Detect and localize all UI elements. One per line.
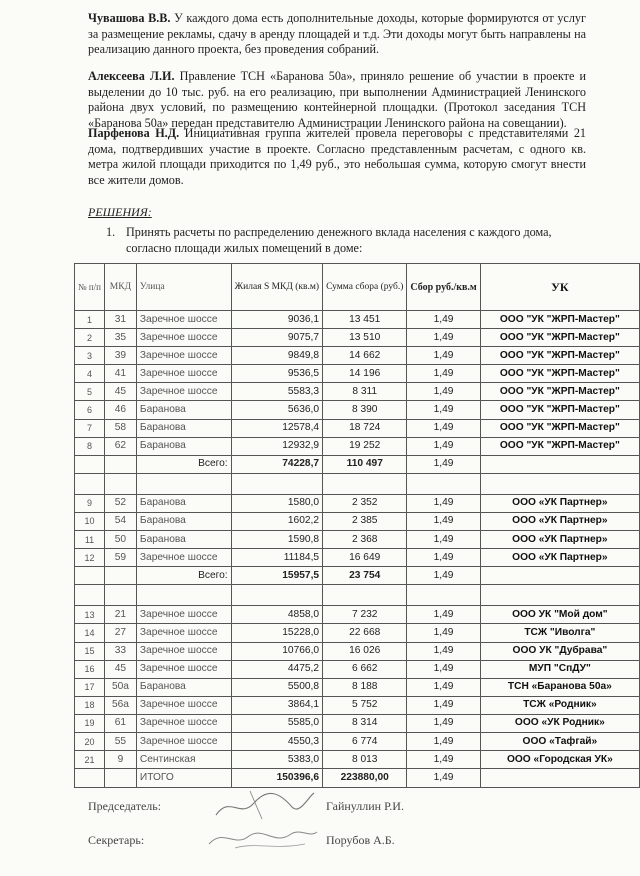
cell-mkd: 45	[104, 660, 136, 678]
cell-rate: 1,49	[407, 751, 480, 769]
total-empty	[75, 567, 105, 585]
total-area: 150396,6	[231, 769, 322, 788]
cell-sum: 16 026	[323, 642, 407, 660]
cell-uk: ООО "УК "ЖРП-Мастер"	[480, 401, 639, 419]
cell-num: 3	[75, 347, 105, 365]
speaker-name: Парфенова Н.Д.	[88, 126, 180, 140]
cell-mkd: 54	[104, 512, 136, 530]
cell-street: Баранова	[136, 678, 231, 696]
cell-rate: 1,49	[407, 419, 480, 437]
cell-uk: ООО «УК Партнер»	[480, 531, 639, 549]
total-rate: 1,49	[407, 455, 480, 473]
table-row	[75, 751, 640, 769]
header-sum: Сумма сбора (руб.)	[323, 264, 407, 311]
spacer-cell	[323, 585, 407, 606]
cell-area: 1590,8	[231, 531, 322, 549]
cell-mkd: 61	[104, 714, 136, 732]
cell-sum: 18 724	[323, 419, 407, 437]
cell-num: 16	[75, 660, 105, 678]
paragraph-text: Инициативная группа жителей провела переговоры с представителями 21 дома, подтвердивших участие в проекте. Согласно представленным расчетам, с одного кв. метра жилой площади приходится по 1,49 руб., это небольшая сумма, которую смогут внести все жители домов.	[88, 126, 587, 187]
header-uk: УК	[480, 264, 639, 311]
cell-rate: 1,49	[407, 365, 480, 383]
cell-uk: ТСЖ "Иволга"	[480, 624, 639, 642]
spacer-cell	[231, 473, 322, 494]
paragraph-alekseeva	[88, 69, 586, 131]
cell-uk: ООО "УК "ЖРП-Мастер"	[480, 419, 639, 437]
cell-num: 1	[75, 311, 105, 329]
resolution-heading: РЕШЕНИЯ:	[88, 205, 152, 219]
total-empty	[104, 567, 136, 585]
cell-num: 20	[75, 732, 105, 750]
cell-area: 5500,8	[231, 678, 322, 696]
cell-uk: ООО "УК "ЖРП-Мастер"	[480, 437, 639, 455]
cell-street: Баранова	[136, 437, 231, 455]
cell-sum: 22 668	[323, 624, 407, 642]
table-row	[75, 531, 640, 549]
table-row	[75, 678, 640, 696]
cell-uk: ООО "УК "ЖРП-Мастер"	[480, 329, 639, 347]
cell-sum: 14 662	[323, 347, 407, 365]
cell-area: 12578,4	[231, 419, 322, 437]
cell-street: Заречное шоссе	[136, 624, 231, 642]
cell-uk: ООО "УК "ЖРП-Мастер"	[480, 311, 639, 329]
spacer-cell	[75, 473, 105, 494]
total-label: ИТОГО	[136, 769, 231, 788]
resolution-item-text: Принять расчеты по распределению денежного вклада населения с каждого дома, согласно площади жилых помещений в доме:	[126, 225, 552, 255]
cell-rate: 1,49	[407, 678, 480, 696]
cell-street: Баранова	[136, 531, 231, 549]
speaker-name: Алексеева Л.И.	[88, 69, 175, 83]
cell-sum: 6 662	[323, 660, 407, 678]
cell-street: Заречное шоссе	[136, 549, 231, 567]
table-row	[75, 365, 640, 383]
paragraph-text: Правление ТСН «Баранова 50а», приняло решение об участии в проекте и выделении до 10 тыс. руб. на его реализацию, при выполнении Администрацией Ленинского района двух условий, по размещению контейнерной площадки. (Протокол заседания ТСН «Баранова 50а» передан представителю Администрации Ленинского района на совещании).	[88, 69, 586, 130]
cell-sum: 19 252	[323, 437, 407, 455]
total-sum: 110 497	[323, 455, 407, 473]
chairman-name: Гайнуллин Р.И.	[326, 799, 404, 813]
cell-uk: ООО УК "Мой дом"	[480, 606, 639, 624]
cell-num: 15	[75, 642, 105, 660]
cell-area: 5585,0	[231, 714, 322, 732]
cell-uk: ООО "УК "ЖРП-Мастер"	[480, 383, 639, 401]
cell-area: 1602,2	[231, 512, 322, 530]
cell-num: 11	[75, 531, 105, 549]
cell-uk: ООО «УК Партнер»	[480, 512, 639, 530]
table-row	[75, 437, 640, 455]
cell-uk: ООО «УК Партнер»	[480, 494, 639, 512]
cell-sum: 8 311	[323, 383, 407, 401]
cell-area: 10766,0	[231, 642, 322, 660]
cell-uk: МУП "СпДУ"	[480, 660, 639, 678]
cell-area: 9075,7	[231, 329, 322, 347]
cell-mkd: 50	[104, 531, 136, 549]
spacer-cell	[480, 473, 639, 494]
cell-num: 10	[75, 512, 105, 530]
cell-num: 7	[75, 419, 105, 437]
cell-rate: 1,49	[407, 531, 480, 549]
table-grand-total-row	[75, 769, 640, 788]
spacer-cell	[136, 585, 231, 606]
spacer-cell	[407, 585, 480, 606]
header-rate: Сбор руб./кв.м	[407, 264, 480, 311]
total-rate: 1,49	[407, 567, 480, 585]
table-row	[75, 329, 640, 347]
table-row	[75, 660, 640, 678]
cell-mkd: 52	[104, 494, 136, 512]
total-empty	[104, 769, 136, 788]
table-row	[75, 347, 640, 365]
cell-street: Заречное шоссе	[136, 714, 231, 732]
cell-rate: 1,49	[407, 494, 480, 512]
cell-area: 5583,3	[231, 383, 322, 401]
cell-uk: ООО «Городская УК»	[480, 751, 639, 769]
cell-sum: 8 314	[323, 714, 407, 732]
cell-num: 13	[75, 606, 105, 624]
cell-area: 5636,0	[231, 401, 322, 419]
cell-street: Заречное шоссе	[136, 383, 231, 401]
cell-street: Заречное шоссе	[136, 606, 231, 624]
table-row	[75, 401, 640, 419]
cell-mkd: 27	[104, 624, 136, 642]
table-row	[75, 714, 640, 732]
table-spacer-row	[75, 585, 640, 606]
table-row	[75, 696, 640, 714]
cell-sum: 7 232	[323, 606, 407, 624]
spacer-cell	[323, 473, 407, 494]
total-label: Всего:	[136, 567, 231, 585]
contribution-table	[74, 263, 640, 788]
cell-street: Заречное шоссе	[136, 347, 231, 365]
cell-street: Заречное шоссе	[136, 365, 231, 383]
cell-mkd: 9	[104, 751, 136, 769]
header-street: Улица	[136, 264, 231, 311]
cell-mkd: 62	[104, 437, 136, 455]
cell-mkd: 56а	[104, 696, 136, 714]
cell-rate: 1,49	[407, 347, 480, 365]
speaker-name: Чувашова В.В.	[88, 11, 171, 25]
resolution-item-number: 1.	[106, 225, 116, 239]
cell-area: 9036,1	[231, 311, 322, 329]
cell-street: Заречное шоссе	[136, 311, 231, 329]
cell-mkd: 55	[104, 732, 136, 750]
table-spacer-row	[75, 473, 640, 494]
cell-sum: 2 352	[323, 494, 407, 512]
table-subtotal-row	[75, 567, 640, 585]
table-row	[75, 494, 640, 512]
cell-num: 12	[75, 549, 105, 567]
cell-num: 2	[75, 329, 105, 347]
table-row	[75, 624, 640, 642]
cell-uk: ООО «УК Партнер»	[480, 549, 639, 567]
cell-sum: 13 510	[323, 329, 407, 347]
cell-area: 3864,1	[231, 696, 322, 714]
total-empty	[75, 455, 105, 473]
cell-street: Заречное шоссе	[136, 696, 231, 714]
cell-num: 19	[75, 714, 105, 732]
table-subtotal-row	[75, 455, 640, 473]
total-empty	[75, 769, 105, 788]
spacer-cell	[480, 585, 639, 606]
table-row	[75, 642, 640, 660]
cell-sum: 2 385	[323, 512, 407, 530]
total-sum: 223880,00	[323, 769, 407, 788]
header-mkd: МКД	[104, 264, 136, 311]
cell-street: Заречное шоссе	[136, 642, 231, 660]
cell-sum: 5 752	[323, 696, 407, 714]
cell-sum: 2 368	[323, 531, 407, 549]
cell-rate: 1,49	[407, 660, 480, 678]
cell-mkd: 45	[104, 383, 136, 401]
cell-street: Сентинская	[136, 751, 231, 769]
cell-street: Баранова	[136, 494, 231, 512]
cell-street: Заречное шоссе	[136, 732, 231, 750]
cell-rate: 1,49	[407, 714, 480, 732]
cell-mkd: 31	[104, 311, 136, 329]
paragraph-text: У каждого дома есть дополнительные доходы, которые формируются от услуг за размещение рекламы, сдачу в аренду площадей и т.д. Эти доходы могут быть направлены на реализацию данного проекта, без проведения собраний.	[88, 11, 586, 57]
spacer-cell	[75, 585, 105, 606]
table-row	[75, 549, 640, 567]
cell-sum: 8 188	[323, 678, 407, 696]
cell-area: 12932,9	[231, 437, 322, 455]
cell-street: Заречное шоссе	[136, 329, 231, 347]
cell-num: 9	[75, 494, 105, 512]
cell-uk: ООО "УК "ЖРП-Мастер"	[480, 365, 639, 383]
cell-mkd: 33	[104, 642, 136, 660]
cell-area: 9849,8	[231, 347, 322, 365]
cell-sum: 8 390	[323, 401, 407, 419]
cell-num: 4	[75, 365, 105, 383]
cell-area: 4550,3	[231, 732, 322, 750]
chairman-role: Председатель:	[88, 799, 162, 813]
cell-area: 15228,0	[231, 624, 322, 642]
total-empty	[480, 769, 639, 788]
cell-sum: 6 774	[323, 732, 407, 750]
cell-num: 5	[75, 383, 105, 401]
cell-num: 14	[75, 624, 105, 642]
cell-mkd: 35	[104, 329, 136, 347]
total-empty	[480, 567, 639, 585]
table-header-row	[75, 264, 640, 311]
cell-street: Баранова	[136, 419, 231, 437]
chairman-signature	[210, 785, 320, 825]
table-row	[75, 512, 640, 530]
cell-street: Баранова	[136, 512, 231, 530]
cell-uk: ООО УК "Дубрава"	[480, 642, 639, 660]
table-row	[75, 383, 640, 401]
cell-sum: 8 013	[323, 751, 407, 769]
cell-uk: ТСН «Баранова 50а»	[480, 678, 639, 696]
table-body	[75, 311, 640, 788]
cell-mkd: 39	[104, 347, 136, 365]
cell-rate: 1,49	[407, 383, 480, 401]
table-row	[75, 419, 640, 437]
total-rate: 1,49	[407, 769, 480, 788]
cell-rate: 1,49	[407, 624, 480, 642]
cell-uk: ООО «Тафгай»	[480, 732, 639, 750]
table-row	[75, 732, 640, 750]
cell-mkd: 58	[104, 419, 136, 437]
cell-sum: 14 196	[323, 365, 407, 383]
table-row	[75, 606, 640, 624]
cell-num: 21	[75, 751, 105, 769]
cell-area: 5383,0	[231, 751, 322, 769]
cell-uk: ТСЖ «Родник»	[480, 696, 639, 714]
cell-rate: 1,49	[407, 329, 480, 347]
cell-street: Заречное шоссе	[136, 660, 231, 678]
cell-uk: ООО «УК Родник»	[480, 714, 639, 732]
cell-uk: ООО "УК "ЖРП-Мастер"	[480, 347, 639, 365]
secretary-signature	[205, 822, 320, 854]
cell-rate: 1,49	[407, 437, 480, 455]
cell-area: 9536,5	[231, 365, 322, 383]
cell-mkd: 59	[104, 549, 136, 567]
spacer-cell	[104, 585, 136, 606]
cell-rate: 1,49	[407, 512, 480, 530]
total-empty	[104, 455, 136, 473]
cell-rate: 1,49	[407, 642, 480, 660]
cell-street: Баранова	[136, 401, 231, 419]
cell-mkd: 41	[104, 365, 136, 383]
spacer-cell	[104, 473, 136, 494]
cell-rate: 1,49	[407, 311, 480, 329]
paragraph-chuvashova	[88, 11, 586, 58]
spacer-cell	[407, 473, 480, 494]
cell-area: 4858,0	[231, 606, 322, 624]
paragraph-parfenova	[88, 126, 586, 188]
total-sum: 23 754	[323, 567, 407, 585]
cell-mkd: 46	[104, 401, 136, 419]
secretary-role: Секретарь:	[88, 833, 145, 847]
table-row	[75, 311, 640, 329]
total-area: 74228,7	[231, 455, 322, 473]
cell-area: 4475,2	[231, 660, 322, 678]
cell-rate: 1,49	[407, 606, 480, 624]
total-area: 15957,5	[231, 567, 322, 585]
cell-rate: 1,49	[407, 696, 480, 714]
total-label: Всего:	[136, 455, 231, 473]
cell-mkd: 50а	[104, 678, 136, 696]
cell-sum: 16 649	[323, 549, 407, 567]
header-area: Жилая S МКД (кв.м)	[231, 264, 322, 311]
spacer-cell	[136, 473, 231, 494]
cell-mkd: 21	[104, 606, 136, 624]
cell-area: 1580,0	[231, 494, 322, 512]
secretary-name: Порубов А.Б.	[326, 833, 395, 847]
cell-rate: 1,49	[407, 732, 480, 750]
header-num: № п/п	[75, 264, 105, 311]
cell-num: 6	[75, 401, 105, 419]
cell-rate: 1,49	[407, 401, 480, 419]
cell-rate: 1,49	[407, 549, 480, 567]
cell-num: 18	[75, 696, 105, 714]
total-empty	[480, 455, 639, 473]
cell-num: 8	[75, 437, 105, 455]
spacer-cell	[231, 585, 322, 606]
cell-num: 17	[75, 678, 105, 696]
cell-sum: 13 451	[323, 311, 407, 329]
cell-area: 11184,5	[231, 549, 322, 567]
